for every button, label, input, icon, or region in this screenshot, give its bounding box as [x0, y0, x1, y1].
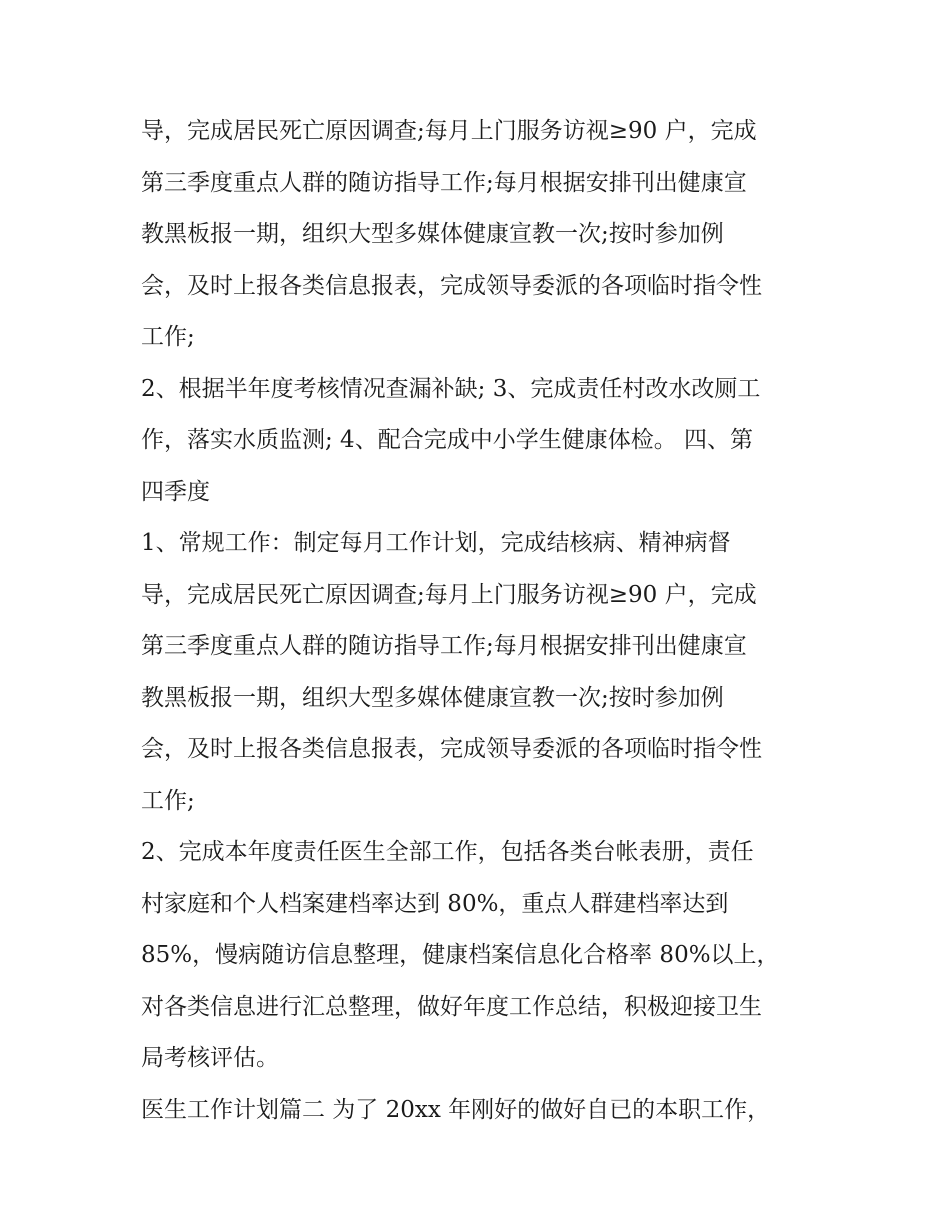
text-line: 教黑板报一期，组织大型多媒体健康宣教一次;按时参加例 — [141, 221, 724, 247]
text-line: 第三季度重点人群的随访指导工作;每月根据安排刊出健康宣 — [141, 633, 747, 659]
text-line: 医生工作计划篇二 为了 20xx 年刚好的做好自已的本职工作， — [141, 1096, 771, 1123]
text-line: 2、完成本年度责任医生全部工作，包括各类台帐表册，责任 — [141, 839, 754, 865]
text-line: 85%，慢病随访信息整理，健康档案信息化合格率 80%以上， — [141, 942, 780, 968]
text-line: 会，及时上报各类信息报表，完成领导委派的各项临时指令性 — [141, 272, 762, 299]
text-line: 四季度 — [141, 478, 210, 505]
text-line: 导，完成居民死亡原因调查;每月上门服务访视≥90 户，完成 — [141, 581, 757, 608]
body-text — [141, 106, 841, 1136]
text-line: 作，落实水质监测; 4、配合完成中小学生健康体检。 四、第 — [141, 427, 754, 453]
text-line: 1、常规工作：制定每月工作计划，完成结核病、精神病督 — [141, 530, 731, 556]
text-line: 工作; — [141, 324, 195, 350]
text-line: 局考核评估。 — [141, 1045, 279, 1071]
text-line: 村家庭和个人档案建档率达到 80%，重点人群建档率达到 — [141, 890, 729, 917]
text-line: 第三季度重点人群的随访指导工作;每月根据安排刊出健康宣 — [141, 169, 747, 196]
text-line: 2、根据半年度考核情况查漏补缺; 3、完成责任村改水改厕工 — [141, 375, 761, 402]
text-line: 会，及时上报各类信息报表，完成领导委派的各项临时指令性 — [141, 736, 762, 762]
text-line: 工作; — [141, 787, 195, 814]
text-line: 教黑板报一期，组织大型多媒体健康宣教一次;按时参加例 — [141, 684, 724, 711]
text-line: 对各类信息进行汇总整理，做好年度工作总结，积极迎接卫生 — [141, 993, 762, 1020]
text-line: 导，完成居民死亡原因调查;每月上门服务访视≥90 户，完成 — [141, 118, 757, 144]
